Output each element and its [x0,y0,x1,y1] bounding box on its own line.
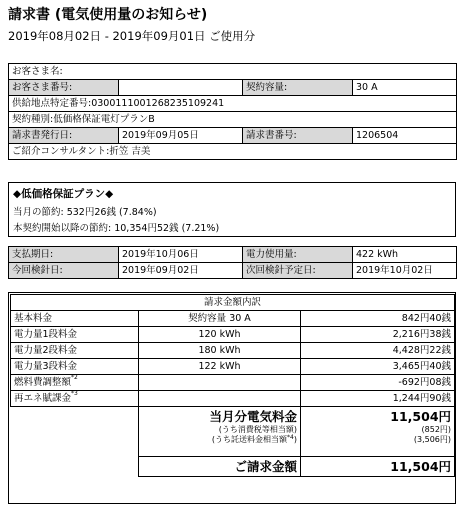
issue-date-label: 請求書発行日: [9,128,119,144]
consultant-value: 折笠 吉美 [109,146,151,157]
tax-label: (うち消費税等相当額) [218,425,297,434]
billing-header: 請求金額内訳 [11,295,455,311]
consignment-value: (3,506円) [413,435,452,444]
billing-period: 2019年08月02日 - 2019年09月01日 ご使用分 [8,29,256,43]
invoice-total-label: ご請求金額 [139,457,301,477]
tax-value: (852円) [421,425,452,434]
contract-capacity-label: 契約容量: [243,80,353,96]
customer-info-table [8,63,457,160]
billing-row-qty: 120 kWh [139,327,301,343]
customer-number-value [119,80,243,96]
customer-name-label: お客さま名: [9,64,457,80]
billing-row-amount: 1,244円90銭 [301,391,455,407]
monthly-total-value: 11,504円 [390,409,452,424]
usage-table [8,246,457,279]
invoice-number-label: 請求書番号: [243,128,353,144]
payment-date-label: 支払期日: [9,247,119,263]
billing-row-label: 電力量3段料金 [11,359,139,375]
meter-date-value: 2019年09月02日 [119,263,243,279]
billing-row-amount: 2,216円38銭 [301,327,455,343]
plan-title: ◆低価格保証プラン◆ [13,188,114,200]
billing-row-label-cell [11,391,139,407]
billing-row-label: 再エネ賦課金 [14,393,72,404]
supply-point-value: 0300111001268235109241 [91,98,225,109]
supply-point-label: 供給地点特定番号: [12,98,92,109]
billing-row-amount: 842円40銭 [301,311,455,327]
invoice-number-value: 1206504 [353,128,457,144]
consignment-note: *4 [287,434,294,441]
issue-date-value: 2019年09月05日 [119,128,243,144]
total-saving: 本契約開始以降の節約: 10,354円52銭 (7.21%) [13,223,220,234]
next-meter-value: 2019年10月02日 [353,263,457,279]
contract-type-row [9,112,457,128]
power-usage-label: 電力使用量: [243,247,353,263]
next-meter-label: 次回検針予定日: [243,263,353,279]
billing-row-note: *3 [71,390,78,397]
invoice-total-value: 11,504円 [301,457,455,477]
monthly-saving: 当月の節約: 532円26銭 (7.84%) [13,207,157,218]
billing-row-qty [139,391,301,407]
customer-number-label: お客さま番号: [9,80,119,96]
billing-row-qty [139,375,301,391]
billing-row-label: 電力量2段料金 [11,343,139,359]
monthly-total-label: 当月分電気料金 [209,409,297,424]
consignment-label-wrap [142,435,297,445]
billing-row-qty: 契約容量 30 A [139,311,301,327]
monthly-total-label-cell [139,407,301,457]
consignment-label-end: ) [293,435,297,444]
power-usage-value: 422 kWh [353,247,457,263]
billing-row-qty: 122 kWh [139,359,301,375]
consultant-row [9,144,457,160]
payment-date-value: 2019年10月06日 [119,247,243,263]
billing-row-label: 電力量1段料金 [11,327,139,343]
billing-table [10,294,455,477]
contract-capacity-value: 30 A [353,80,457,96]
monthly-total-value-cell [301,407,455,457]
billing-row-label-cell [11,375,139,391]
billing-row-amount: -692円08銭 [301,375,455,391]
billing-row-amount: 3,465円40銭 [301,359,455,375]
billing-row-note: *2 [71,374,78,381]
meter-date-label: 今回検針日: [9,263,119,279]
contract-type-value: 低価格保証電灯プランB [53,114,155,125]
invoice-title: 請求書 (電気使用量のお知らせ) [8,7,208,23]
billing-row-label: 基本料金 [11,311,139,327]
consignment-label: (うち託送料金相当額 [211,435,288,444]
billing-row-qty: 180 kWh [139,343,301,359]
billing-row-label: 燃料費調整額 [14,377,72,388]
consultant-label: ご紹介コンサルタント: [12,146,110,157]
billing-row-amount: 4,428円22銭 [301,343,455,359]
contract-type-label: 契約種別: [12,114,54,125]
supply-point-row [9,96,457,112]
plan-box [8,182,456,237]
